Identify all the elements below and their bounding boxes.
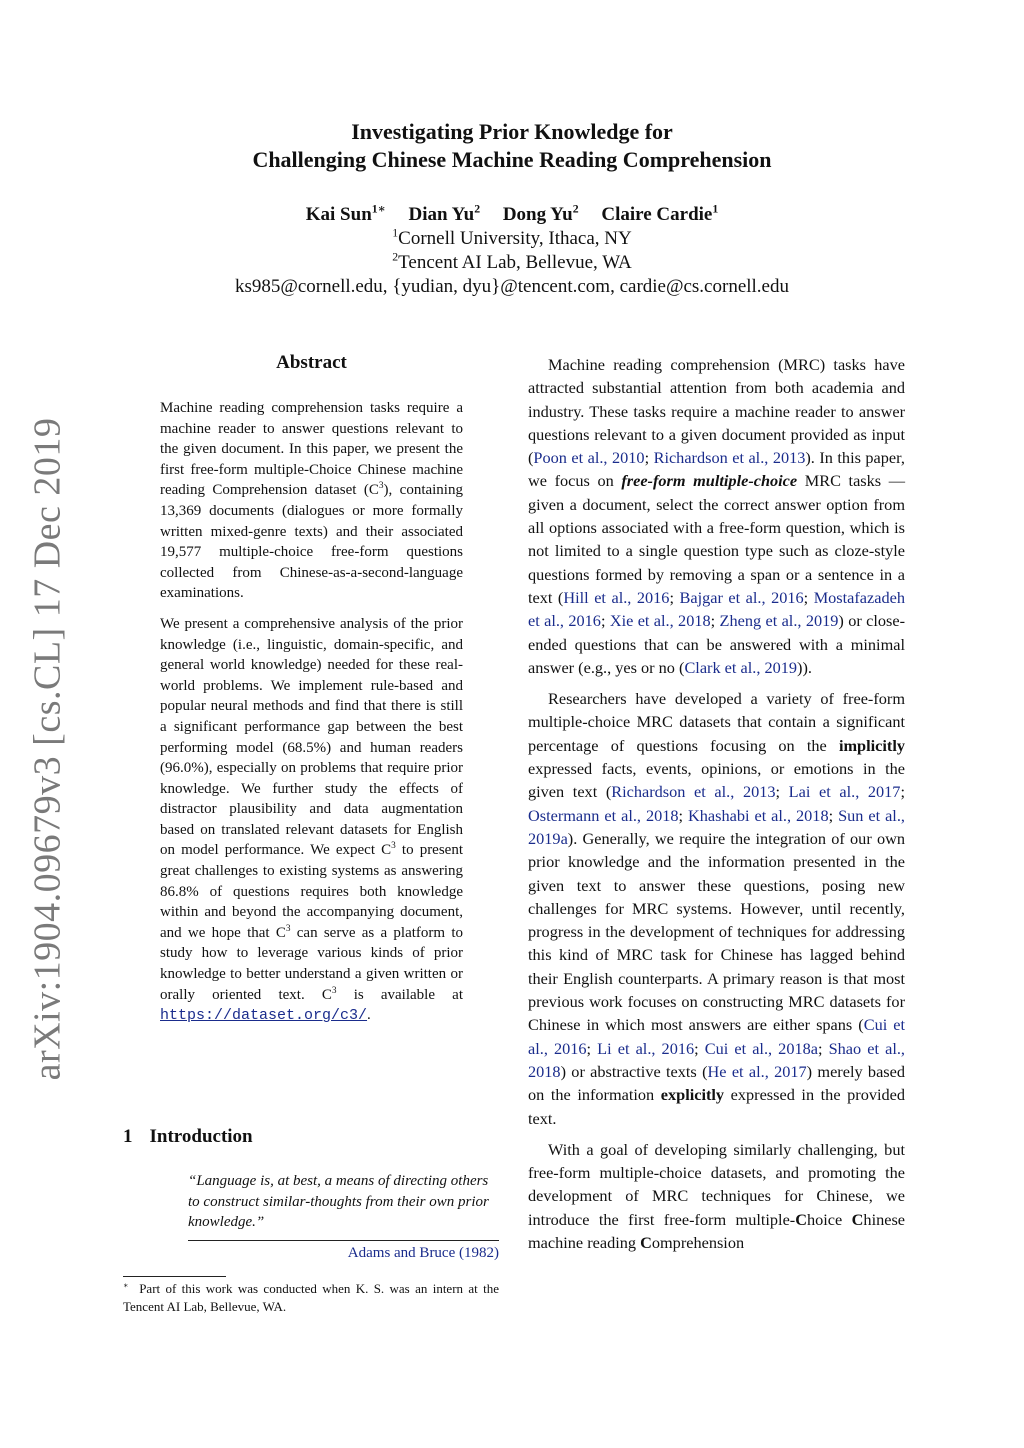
epigraph-attribution: [348, 1245, 499, 1262]
author-emails: ks985@cornell.edu, {yudian, dyu}@tencent.com, cardie@cs.cornell.edu: [234, 276, 789, 297]
citation[interactable]: Cui et al., 2018a: [704, 1038, 818, 1058]
bold-text: implicitly: [838, 735, 905, 755]
citation[interactable]: Clark et al., 2019: [684, 657, 798, 677]
bold-text: explicitly: [660, 1085, 725, 1105]
citation[interactable]: Hill et al., 2016: [563, 587, 670, 607]
footnote-mark: ∗: [123, 1281, 129, 1291]
citation[interactable]: Li et al., 2016: [597, 1038, 695, 1058]
citation[interactable]: Lai et al., 2017: [788, 782, 901, 802]
citation[interactable]: Richardson et al., 2013: [653, 448, 806, 468]
author-4: Claire Cardie$^1$: [601, 202, 719, 225]
title-line-1: Investigating Prior Knowledge for: [351, 119, 673, 144]
footnote: [123, 1280, 499, 1316]
citation[interactable]: Sun et al., 2019a: [528, 805, 905, 848]
abstract-heading: Abstract: [276, 352, 347, 373]
author-1: Kai Sun$^{1∗}$: [305, 202, 386, 225]
intro-paragraph-2: Researchers have developed a variety of free-form multiple-choice MRC datasets that contain a significant percentage of questions focusing on the implicitly expressed facts, events, opinions, or emotions in the given text (Richardson et al., 2013; Lai et al., 2017; Ostermann et al., 2018; Khashabi et al., 2018; Sun et al., 2019a). Generally, we require the integration of our own prior knowledge and the information presented in the given text to answer these questions, posing new challenges for MRC systems. However, until recently, progress in the development of techniques for addressing this kind of MRC task for Chinese has lagged behind their English counterparts. A primary reason is that most previous work focuses on constructing MRC datasets for Chinese in which most answers are either spans (Cui et al., 2016; Li et al., 2016; Cui et al., 2018a; Shao et al., 2018) or abstractive texts (He et al., 2017) merely based on the information explicitly expressed in the provided text.: [528, 689, 906, 1128]
citation[interactable]: Zheng et al., 2019: [719, 611, 839, 631]
arxiv-identifier-stamp: [26, 417, 68, 1081]
author-3: Dong Yu$^2$: [502, 202, 579, 225]
intro-paragraph-1: Machine reading comprehension (MRC) tasks have attracted substantial attention from both academia and industry. These tasks require a machine reader to answer questions relevant to a given document provided as input (Poon et al., 2010; Richardson et al., 2013). In this paper, we focus on free-form multiple-choice MRC tasks — given a document, select the correct answer option from all options associated with a free-form question, which is not limited to a single question type such as cloze-style questions formed by removing a span or a sentence in a text (Hill et al., 2016; Bajgar et al., 2016; Mostafazadeh et al., 2016; Xie et al., 2018; Zheng et al., 2019) or close-ended questions that can be answered with a minimal answer (e.g., yes or no (Clark et al., 2019)).: [528, 355, 905, 677]
affiliation-1: $^1$Cornell University, Ithaca, NY: [392, 226, 632, 249]
epigraph-quote: “Language is, at best, a means of directing others to construct similar-thoughts from their own prior knowledge.”: [188, 1173, 489, 1231]
citation[interactable]: He et al., 2017: [707, 1061, 807, 1081]
citation[interactable]: Xie et al., 2018: [609, 611, 711, 631]
citation[interactable]: Khashabi et al., 2018: [688, 805, 829, 825]
footnote-text: Part of this work was conducted when K. S. was an intern at the Tencent AI Lab, Bellevue, WA.: [123, 1281, 499, 1314]
citation[interactable]: Ostermann et al., 2018: [528, 805, 679, 825]
title-line-2: Challenging Chinese Machine Reading Comprehension: [252, 147, 772, 172]
emphasis-text: free-form multiple-choice: [621, 471, 798, 491]
footnote-divider: [123, 1276, 226, 1277]
citation[interactable]: Mostafazadeh et al., 2016: [528, 587, 905, 631]
author-names: [0, 203, 1024, 227]
paper-title: [0, 118, 1024, 174]
introduction-body: [528, 353, 905, 1262]
abstract-paragraph-2: We present a comprehensive analysis of the prior knowledge (i.e., linguistic, domain-specific, and general world knowledge) needed for these real-world problems. We implement rule-based and popular neural methods and find that there is still a significant performance gap between the best performing model (68.5%) and human readers (96.0%), especially on problems that require prior knowledge. We further study the effects of distractor plausibility and data augmentation based on translated relevant datasets for English on model performance. We expect $C^3$ to present great challenges to existing systems as answering 86.8% of questions requires both knowledge within and beyond the accompanying document, and we hope that $C^3$ can serve as a platform to study how to leverage various kinds of prior knowledge to better understand a given written or orally oriented text. $C^3$ is available at https://dataset.org/c3/.: [160, 615, 464, 1025]
arxiv-identifier-text: arXiv:1904.09679v3 [cs.CL] 17 Dec 2019: [26, 417, 68, 1081]
introduction-heading: [123, 1126, 253, 1148]
citation[interactable]: Poon et al., 2010: [533, 448, 645, 468]
abstract-section: [160, 350, 463, 1037]
dataset-url-link[interactable]: https://dataset.org/c3/: [160, 1007, 368, 1025]
abstract-paragraph-1: Machine reading comprehension tasks require a machine reader to answer questions relevant to the given document. In this paper, we present the first free-form multiple-Choice Chinese machine reading Comprehension dataset $(C^3)$, containing 13,369 documents (dialogues or more formally written mixed-genre texts) and their associated 19,577 multiple-choice free-form questions collected from Chinese-as-a-second-language examinations.: [160, 400, 463, 602]
citation-adams-bruce[interactable]: Adams and Bruce (1982): [347, 1245, 499, 1261]
citation[interactable]: Richardson et al., 2013: [611, 782, 776, 802]
epigraph-divider: [188, 1240, 499, 1241]
section-title: Introduction: [149, 1126, 253, 1147]
citation[interactable]: Cui et al., 2016: [528, 1015, 905, 1058]
intro-paragraph-3: With a goal of developing similarly challenging, but free-form multiple-choice datasets, and promoting the development of MRC techniques for Chinese, we introduce the first free-form multiple-Choice Chinese machine reading Comprehension: [528, 1139, 906, 1252]
affiliation-2: $^2$Tencent AI Lab, Bellevue, WA: [392, 250, 632, 273]
citation[interactable]: Shao et al., 2018: [528, 1038, 905, 1081]
citation[interactable]: Bajgar et al., 2016: [679, 587, 804, 607]
author-block: [0, 203, 1024, 299]
author-2: Dian Yu$^2$: [408, 202, 481, 225]
section-number: 1: [123, 1126, 133, 1147]
